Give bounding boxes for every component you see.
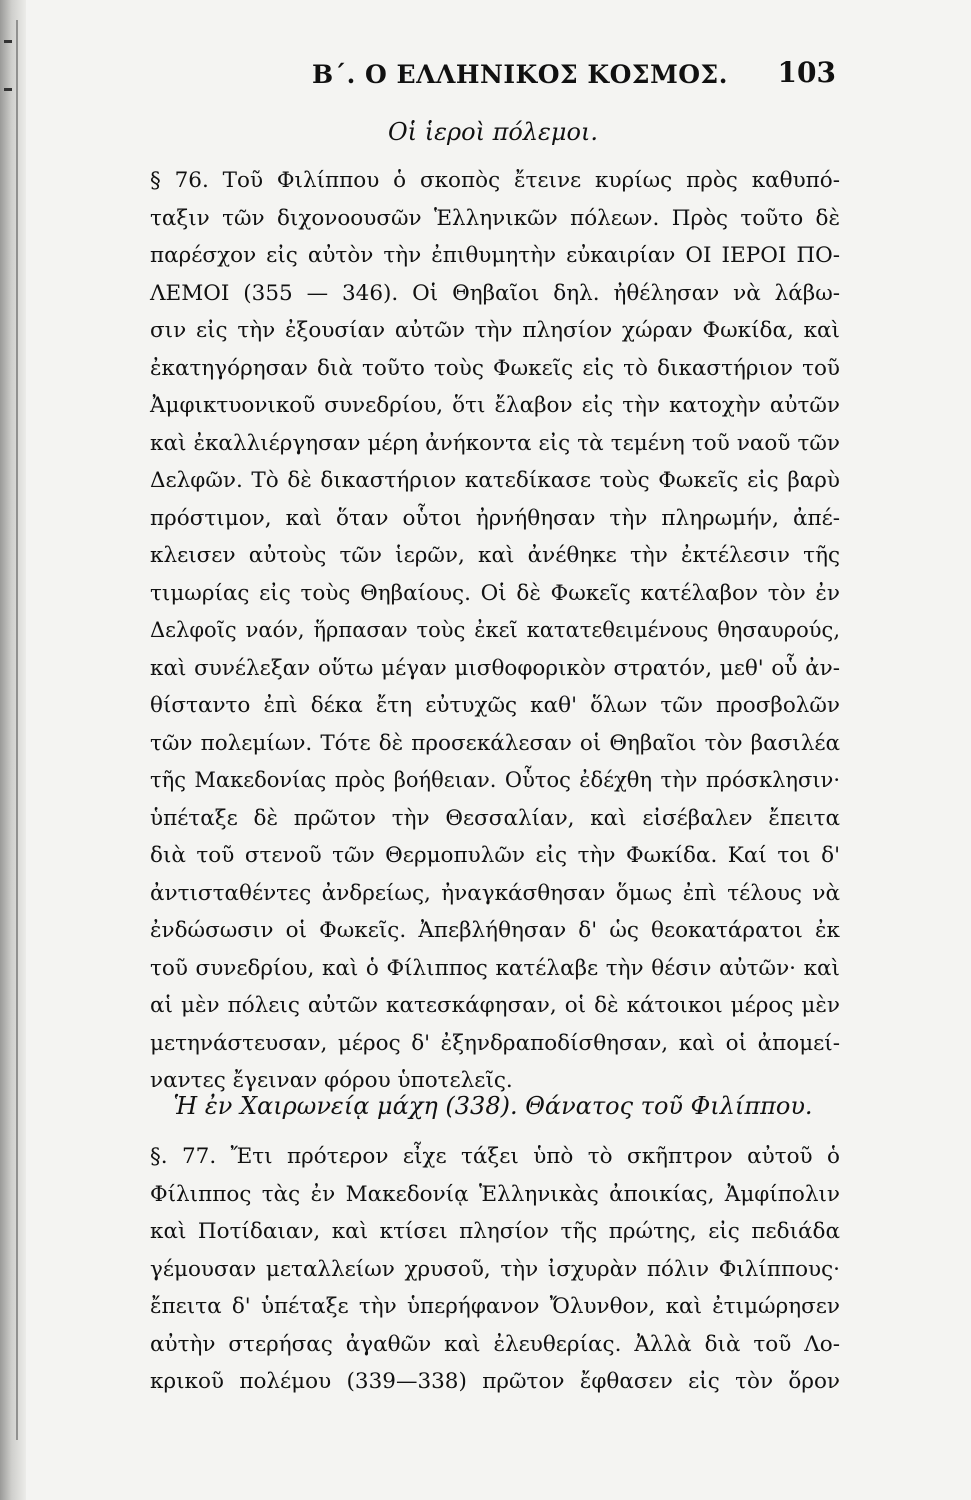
text-line: ταξιν τῶν διχονοουσῶν Ἑλληνικῶν πόλεων. Πρὸς τοῦτο δὲ — [150, 205, 840, 231]
section-text — [150, 162, 840, 1100]
text-line: Φίλιππος τὰς ἐν Μακεδονίᾳ Ἑλληνικὰς ἀποικίας, Ἀμφίπολιν — [150, 1181, 840, 1207]
text-line: ἐκατηγόρησαν διὰ τοῦτο τοὺς Φωκεῖς εἰς τὸ δικαστήριον τοῦ — [150, 355, 840, 381]
section-text — [150, 1138, 840, 1401]
text-line: γέμουσαν μεταλλείων χρυσοῦ, τὴν ἰσχυρὰν πόλιν Φιλίππους· — [150, 1256, 840, 1282]
text-line: τοῦ συνεδρίου, καὶ ὁ Φίλιππος κατέλαβε τὴν θέσιν αὐτῶν· καὶ — [150, 955, 840, 981]
text-line: ὑπέταξε δὲ πρῶτον τὴν Θεσσαλίαν, καὶ εἰσέβαλεν ἔπειτα — [150, 805, 840, 831]
text-line: διὰ τοῦ στενοῦ τῶν Θερμοπυλῶν εἰς τὴν Φωκίδα. Καί τοι δ' — [150, 843, 840, 868]
text-line: ἐνδώσωσιν οἱ Φωκεῖς. Ἀπεβλήθησαν δ' ὡς θεοκατάρατοι ἐκ — [150, 918, 840, 943]
page-number: 103 — [777, 56, 836, 89]
text-line: κρικοῦ πολέμου (339—338) πρῶτον ἔφθασεν εἰς τὸν ὅρον — [150, 1369, 840, 1394]
text-line: κλεισεν αὐτοὺς τῶν ἱερῶν, καὶ ἀνέθηκε τὴν ἐκτέλεσιν τῆς — [150, 543, 840, 568]
text-line: τῆς Μακεδονίας πρὸς βοήθειαν. Οὗτος ἐδέχθη τὴν πρόσκλησιν· — [150, 768, 840, 792]
text-line: θίσταντο ἐπὶ δέκα ἔτη εὐτυχῶς καθ' ὅλων τῶν προσβολῶν — [150, 693, 840, 718]
text-line: Ἀμφικτυονικοῦ συνεδρίου, ὅτι ἔλαβον εἰς τὴν κατοχὴν αὐτῶν — [150, 393, 840, 418]
text-line: καὶ ἐκαλλιέργησαν μέρη ἀνήκοντα εἰς τὰ τεμένη τοῦ ναοῦ τῶν — [150, 430, 840, 456]
text-line: αἱ μὲν πόλεις αὐτῶν κατεσκάφησαν, οἱ δὲ κάτοικοι μέρος μὲν — [150, 993, 840, 1018]
text-line: παρέσχον εἰς αὐτὸν τὴν ἐπιθυμητὴν εὐκαιρίαν ΟΙ ΙΕΡΟΙ ΠΟ- — [150, 243, 840, 268]
text-line: §. 77. Ἔτι πρότερον εἶχε τάξει ὑπὸ τὸ σκῆπτρον αὐτοῦ ὁ — [150, 1144, 840, 1169]
text-line: πρόστιμον, καὶ ὅταν οὗτοι ἠρνήθησαν τὴν πληρωμήν, ἀπέ- — [150, 505, 840, 531]
text-line: ΛΕΜΟΙ (355 — 346). Οἱ Θηβαῖοι δηλ. ἠθέλησαν νὰ λάβω- — [150, 280, 840, 306]
section-title: Οἱ ἱεροὶ πόλεμοι. — [388, 118, 598, 146]
text-line: Δελφῶν. Τὸ δὲ δικαστήριον κατεδίκασε τοὺς Φωκεῖς εἰς βαρὺ — [150, 468, 840, 493]
text-line: ναντες ἔγειναν φόρου ὑποτελεῖς. — [150, 1068, 513, 1093]
edge-mark — [4, 40, 12, 43]
page-edge-shadow — [0, 0, 26, 1500]
running-head: Β΄. Ο ΕΛΛΗΝΙΚΟΣ ΚΟΣΜΟΣ. — [312, 60, 728, 89]
section-title: Ἡ ἐν Χαιρωνείᾳ μάχη (338). Θάνατος τοῦ Φιλίππου. — [173, 1092, 813, 1120]
binding-line — [16, 20, 18, 1440]
text-line: αὐτὴν στερήσας ἀγαθῶν καὶ ἐλευθερίας. Ἀλλὰ διὰ τοῦ Λο- — [150, 1331, 840, 1357]
page-header — [150, 54, 836, 94]
text-line: τῶν πολεμίων. Τότε δὲ προσεκάλεσαν οἱ Θηβαῖοι τὸν βασιλέα — [150, 730, 840, 756]
text-line: μετηνάστευσαν, μέρος δ' ἐξηνδραποδίσθησαν, καὶ οἱ ἀπομεί- — [150, 1030, 840, 1056]
text-line: τιμωρίας εἰς τοὺς Θηβαίους. Οἱ δὲ Φωκεῖς κατέλαβον τὸν ἐν — [150, 580, 840, 606]
text-line: καὶ Ποτίδαιαν, καὶ κτίσει πλησίον τῆς πρώτης, εἰς πεδιάδα — [150, 1219, 840, 1244]
text-line: καὶ συνέλεξαν οὕτω μέγαν μισθοφορικὸν στρατόν, μεθ' οὗ ἀν- — [150, 655, 840, 681]
text-line: § 76. Τοῦ Φιλίππου ὁ σκοπὸς ἔτεινε κυρίως πρὸς καθυπό- — [150, 168, 840, 193]
edge-mark — [4, 88, 12, 91]
text-line: Δελφοῖς ναόν, ἥρπασαν τοὺς ἐκεῖ κατατεθειμένους θησαυρούς, — [150, 618, 840, 642]
text-line: σιν εἰς τὴν ἐξουσίαν αὐτῶν τὴν πλησίον χώραν Φωκίδα, καὶ — [150, 318, 840, 343]
text-line: ἔπειτα δ' ὑπέταξε τὴν ὑπερήφανον Ὄλυνθον, καὶ ἐτιμώρησεν — [150, 1294, 840, 1319]
text-line: ἀντισταθέντες ἀνδρείως, ἠναγκάσθησαν ὅμως ἐπὶ τέλους νὰ — [150, 880, 840, 906]
